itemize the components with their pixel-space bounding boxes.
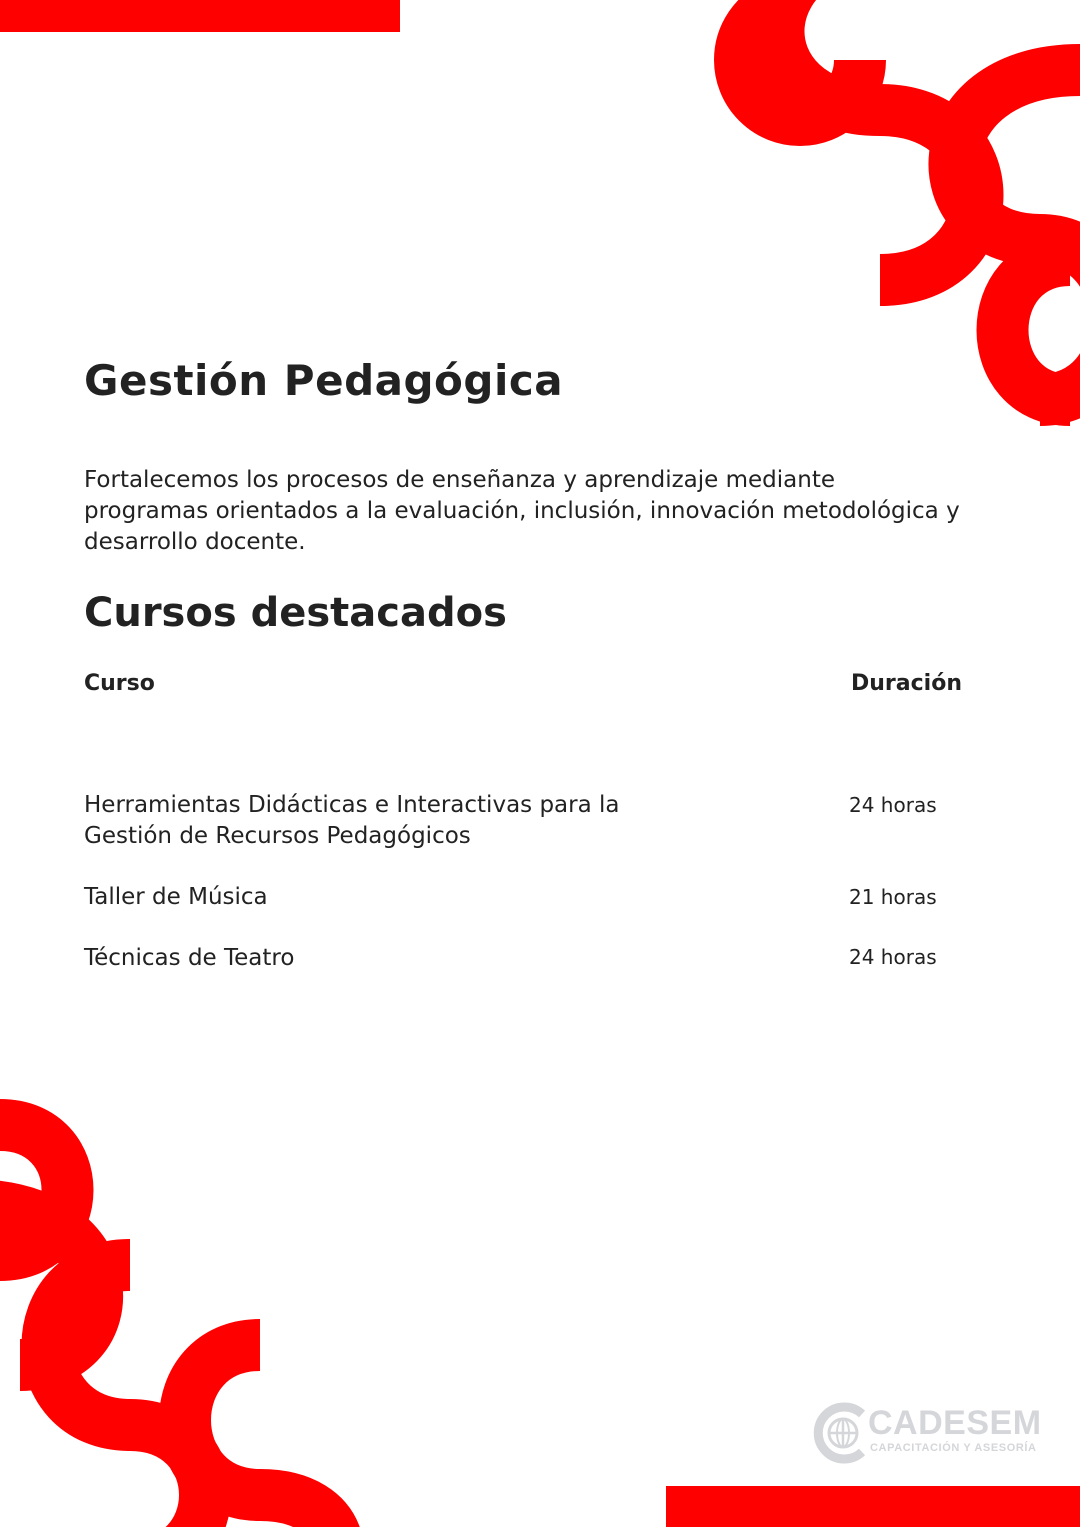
section-title: Cursos destacados: [84, 590, 507, 636]
course-name: Taller de Música: [84, 884, 268, 910]
intro-paragraph: Fortalecemos los procesos de enseñanza y aprendizaje mediante programas orientados a la evaluación, inclusión, innovación metodológica y desarrollo docente.: [84, 467, 960, 555]
cadesem-logo: [812, 1400, 1052, 1466]
logo-tagline: CAPACITACIÓN Y ASESORÍA: [870, 1442, 1037, 1454]
top-accent-bar: [0, 0, 400, 32]
course-duration: 24 horas: [849, 793, 937, 817]
column-header-duration: Duración: [851, 671, 962, 696]
globe-c-logo-icon: [812, 1402, 874, 1464]
column-header-course: Curso: [84, 671, 155, 696]
page-title: Gestión Pedagógica: [84, 356, 564, 405]
course-duration: 24 horas: [849, 945, 937, 969]
wave-ornament-top-right: [680, 0, 1080, 430]
logo-name: CADESEM: [868, 1404, 1042, 1442]
bottom-accent-bar: [666, 1486, 1080, 1527]
course-duration: 21 horas: [849, 885, 937, 909]
course-name: Herramientas Didácticas e Interactivas para la Gestión de Recursos Pedagógicos: [84, 792, 620, 849]
wave-ornament-bottom-left: [0, 1095, 400, 1527]
course-name: Técnicas de Teatro: [84, 945, 295, 971]
